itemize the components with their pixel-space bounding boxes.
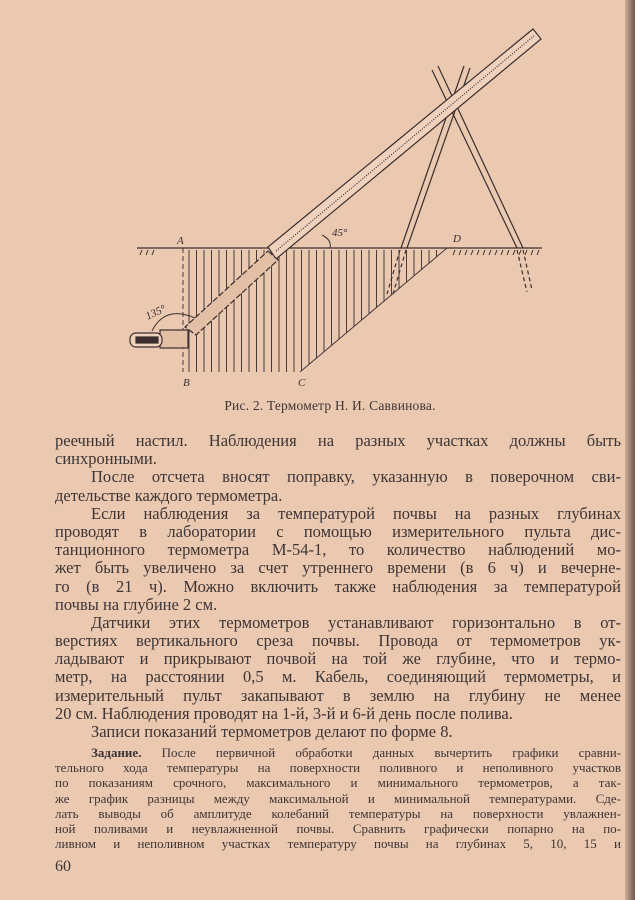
paragraph-line: 20 см. Наблюдения проводят на 1-й, 3-й и 6-й день после полива. <box>55 703 513 723</box>
paragraph-line: Если наблюдения за температурой почвы на разных глубинах <box>91 503 621 523</box>
paragraph-line: го (в 21 ч). Можно включить также наблюдения за температурой <box>55 576 621 596</box>
paragraph-line: метр, на расстоянии 0,5 м. Кабель, соединяющий термометры, и <box>55 667 621 687</box>
task-label: Задание. <box>91 745 142 760</box>
paragraph-line: Датчики этих термометров устанавливают горизонтально в от- <box>91 612 621 632</box>
ground-tick <box>140 250 142 255</box>
task-line: ной поливами и неувлажненной почвы. Сравнить графически попарно на по- <box>55 820 621 836</box>
soil-hatching <box>189 250 437 372</box>
label-a: A <box>177 235 184 247</box>
body-text <box>55 432 621 741</box>
label-b: B <box>183 377 190 389</box>
label-angle-45: 45° <box>332 227 348 239</box>
ground-tick <box>525 250 527 255</box>
paragraph-line: измерительный пульт закапывают в землю на глубину не менее <box>55 685 621 705</box>
ground-tick <box>146 250 148 255</box>
ground-tick <box>513 250 515 255</box>
task-first-line-text: После первичной обработки данных вычертить графики сравни- <box>161 745 622 760</box>
ground-tick <box>537 250 539 255</box>
task-line: тельного хода температуры на поверхности поливного и неполивного участков <box>55 760 621 776</box>
label-d: D <box>453 233 461 245</box>
ground-tick <box>152 250 154 255</box>
ground-tick <box>501 250 503 255</box>
task-line: же график разницы между максимальной и минимальной температурами. Сде- <box>55 790 621 806</box>
paragraph-line: верстиях вертикального среза почвы. Провода от термометров ук- <box>55 631 621 651</box>
paragraph-line: детельстве каждого термометра. <box>55 485 283 505</box>
task-line: ливном и неполивном участках температуру почвы на глубинах 5, 10, 15 и <box>55 836 621 852</box>
paragraph-line: жет быть увеличено за счет утреннего времени (в 6 ч) и вечерне- <box>55 558 621 578</box>
angle-45-arc <box>322 235 330 248</box>
ground-tick <box>477 250 479 255</box>
ground-tick <box>453 250 455 255</box>
paragraph-line: реечный настил. Наблюдения на разных участках должны быть <box>55 431 621 450</box>
task-lines <box>55 760 621 851</box>
page-number: 60 <box>55 858 71 875</box>
ground-tick <box>459 250 461 255</box>
ground-tick <box>519 250 521 255</box>
ground-tick <box>531 250 533 255</box>
soil-section-diagonal <box>300 248 447 372</box>
paragraph-line: проводят в лаборатории с помощью измерительного пульта дис- <box>55 521 621 541</box>
task-line: лать выводы об амплитуде колебаний температуры на поверхности увлажнен- <box>55 805 621 821</box>
ground-tick <box>471 250 473 255</box>
paragraph-line: После отсчета вносят поправку, указанную в поверочном сви- <box>91 467 621 487</box>
ground-tick <box>465 250 467 255</box>
task-first-line <box>55 745 621 760</box>
ground-tick <box>507 250 509 255</box>
ground-tick <box>489 250 491 255</box>
label-angle-135: 135° <box>143 302 168 323</box>
paragraph-line: танционного термометра М-54-1, то количество наблюдений мо- <box>55 540 621 560</box>
task-line: по показаниям срочного, максимального и минимального термометров, а так- <box>55 775 621 791</box>
thermometer-figure <box>0 0 635 400</box>
task-block <box>55 745 621 851</box>
paragraph-line: ладывают и прикрывают почвой на той же глубине, что и термо- <box>55 649 621 669</box>
thermometer <box>130 29 541 348</box>
label-c: C <box>298 377 306 389</box>
paragraph-line: Записи показаний термометров делают по форме 8. <box>91 722 453 741</box>
figure-caption: Рис. 2. Термометр Н. И. Саввинова. <box>224 398 436 413</box>
ground-tick <box>495 250 497 255</box>
paragraph-line: почвы на глубине 2 см. <box>55 594 218 614</box>
ground-tick <box>483 250 485 255</box>
paragraph-line: синхронными. <box>55 449 157 469</box>
